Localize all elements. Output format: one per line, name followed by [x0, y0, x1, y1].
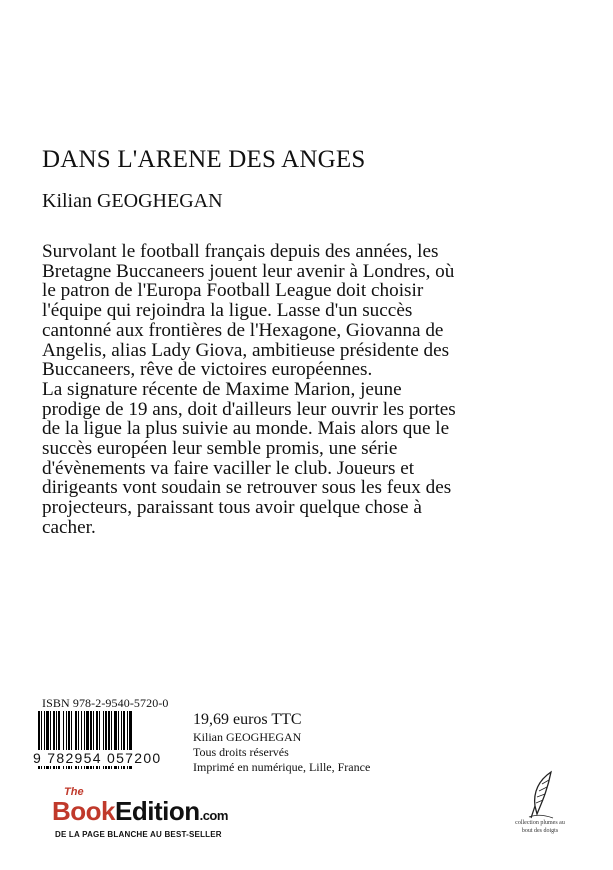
isbn-label: ISBN 978-2-9540-5720-0 — [42, 696, 169, 710]
price: 19,69 euros TTC — [193, 711, 302, 728]
logo-the: The — [64, 786, 84, 798]
info-rights: Tous droits réservés — [193, 745, 289, 759]
book-title: DANS L'ARENE DES ANGES — [42, 146, 366, 173]
blurb-paragraph: Survolant le football français depuis des années, les Bretagne Buccaneers jouent leur avenir à Londres, où le patron de l'Europa Football League doit choisir l'équipe qui rejoindra la ligue. Lasse d'un succès cantonné aux frontières de l'Hexagone, Giovanna de Angelis, alias Lady Giova, ambitieuse présidente des Buccaneers, rêve de victoires européennes. — [42, 241, 455, 381]
logo-dotcom: .com — [199, 808, 228, 823]
collection-mark — [515, 770, 563, 850]
bookedition-logo — [52, 786, 252, 848]
logo-edition: Edition — [115, 796, 200, 826]
barcode-digits: 9 782954 057200 — [33, 750, 162, 766]
logo-wordmark — [52, 796, 228, 827]
book-author: Kilian GEOGHEGAN — [42, 190, 223, 212]
back-cover-blurb — [42, 242, 462, 538]
publication-info — [193, 730, 370, 775]
collection-text: collection plumes au bout des doigts — [515, 820, 565, 834]
logo-book: Book — [52, 796, 115, 826]
logo-tagline: DE LA PAGE BLANCHE AU BEST-SELLER — [55, 830, 222, 839]
blurb-paragraph: La signature récente de Maxime Marion, jeune prodige de 19 ans, doit d'ailleurs leur ouvrir les portes de la ligue la plus suivie au monde. Mais alors que le succès européen leur semble promis, une série d'évènements va faire vaciller le club. Joueurs et dirigeants vont soudain se retrouver sous les feux des projecteurs, paraissant tous avoir quelque chose à cacher. — [42, 378, 456, 538]
info-printed: Imprimé en numérique, Lille, France — [193, 760, 371, 774]
info-author: Kilian GEOGHEGAN — [193, 730, 302, 744]
feather-icon — [525, 770, 559, 820]
